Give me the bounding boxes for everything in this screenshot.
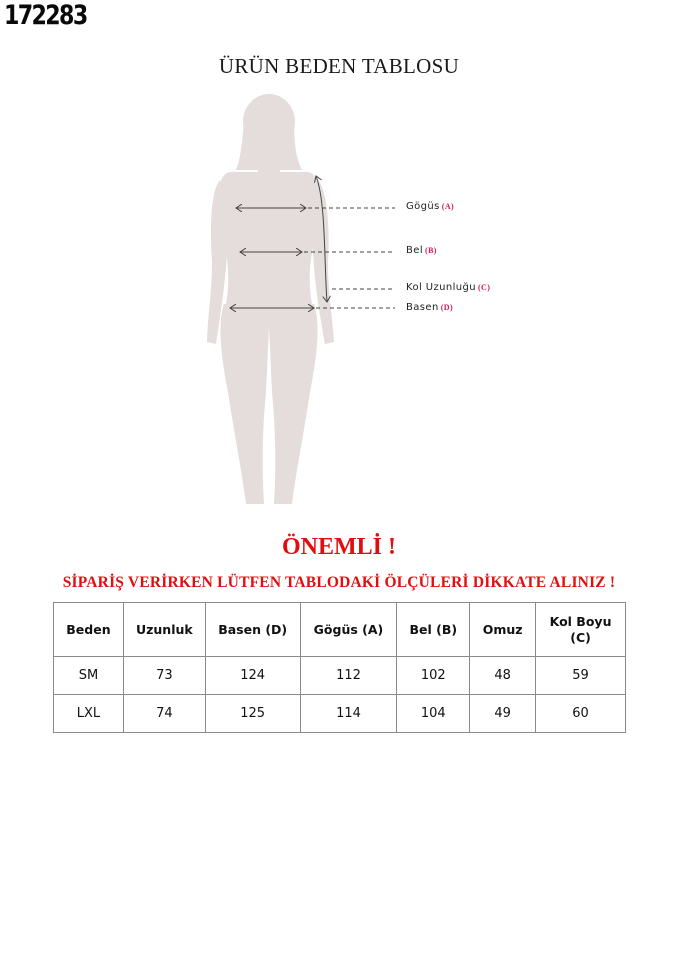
table-cell: 102 — [397, 657, 470, 695]
column-header: Bel (B) — [397, 603, 470, 657]
table-cell: LXL — [54, 695, 124, 733]
table-cell: 112 — [300, 657, 397, 695]
table-cell: 125 — [205, 695, 300, 733]
table-cell: 59 — [536, 657, 626, 695]
measure-label-chest: Gögüs (A) — [406, 201, 455, 212]
column-header: Omuz — [470, 603, 536, 657]
page-title: ÜRÜN BEDEN TABLOSU — [218, 54, 460, 78]
body-silhouette-icon — [190, 92, 520, 512]
table-cell: 114 — [300, 695, 397, 733]
column-header: Beden — [54, 603, 124, 657]
table-cell: 60 — [536, 695, 626, 733]
column-header: Uzunluk — [123, 603, 205, 657]
column-header: Basen (D) — [205, 603, 300, 657]
important-heading: ÖNEMLİ ! — [282, 534, 396, 560]
table-cell: 48 — [470, 657, 536, 695]
table-cell: 49 — [470, 695, 536, 733]
column-header: Kol Boyu (C) — [536, 603, 626, 657]
table-cell: 104 — [397, 695, 470, 733]
measure-label-arm-length: Kol Uzunluğu (C) — [406, 282, 491, 293]
table-cell: 73 — [123, 657, 205, 695]
order-notice: SİPARİŞ VERİRKEN LÜTFEN TABLODAKİ ÖLÇÜLERİ DİKKATE ALINIZ ! — [62, 574, 616, 591]
table-cell: SM — [54, 657, 124, 695]
measure-label-waist: Bel (B) — [406, 245, 437, 256]
product-code: 172283 — [4, 0, 87, 31]
column-header: Gögüs (A) — [300, 603, 397, 657]
measure-label-hip: Basen (D) — [406, 302, 454, 313]
table-row — [54, 657, 626, 695]
table-header-row — [54, 603, 626, 657]
body-measurement-diagram — [190, 92, 520, 512]
size-table — [53, 602, 626, 733]
table-cell: 124 — [205, 657, 300, 695]
table-row — [54, 695, 626, 733]
table-cell: 74 — [123, 695, 205, 733]
